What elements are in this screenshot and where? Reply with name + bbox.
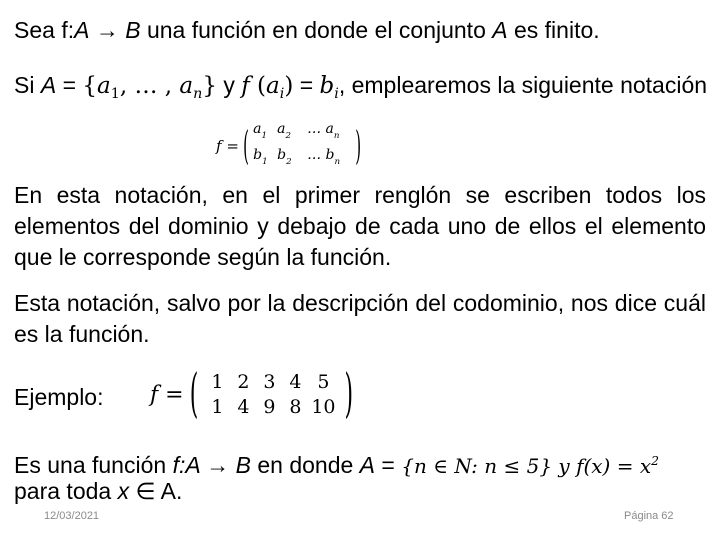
set-expression: {$a_1$, … , $a_n$}: [82, 73, 217, 102]
conclusion-line-1: Es una función f:A → B en donde A = {n ∈ N: n ≤ 5} y $f(x) = x^2$: [14, 452, 659, 478]
example-matrix: [204, 370, 338, 420]
equals-sign: =: [56, 72, 83, 98]
example-left-paren-icon: (: [189, 365, 199, 425]
notation-formula: [216, 120, 361, 172]
set-a-symbol-3: A: [40, 72, 57, 98]
conclusion-line-2: para toda x ∈ A.: [14, 478, 183, 504]
paragraph-notation-explanation: En esta notación, en el primer renglón se escriben todos los elementos del dominio y debajo de cada uno de ellos el elemento que le corresponde según la función.: [14, 182, 706, 270]
intro-prefix: Sea f:: [14, 17, 75, 43]
function-rule: $f(x) = x^2$: [576, 453, 659, 478]
right-paren-icon: ): [355, 122, 362, 170]
intro-middle: una función en donde el conjunto: [140, 17, 493, 43]
f-of-ai: f $(a_i)$: [241, 73, 294, 102]
domain-set: {n ∈ N: n ≤ 5}: [401, 454, 553, 478]
notation-row-domain: $a_1$ $a_2$ … $a_n$: [253, 121, 340, 141]
si-word: Si: [14, 72, 41, 98]
footer-date: 12/03/2021: [44, 510, 100, 522]
arrow-symbol: →: [95, 17, 119, 43]
set-a-symbol-2: A: [492, 17, 508, 43]
paragraph-notation-summary: Esta notación, salvo por la descripción del codominio, nos dice cuál es la función.: [14, 290, 706, 347]
y-word: y: [216, 72, 242, 98]
footer-page-number: Página 62: [624, 510, 674, 522]
example-right-paren-icon: ): [344, 365, 354, 425]
example-label: Ejemplo:: [14, 384, 104, 410]
definition-line: [14, 70, 707, 109]
example-row-domain: 1 2 3 4 5: [211, 371, 330, 393]
example-lhs: f =: [150, 382, 184, 408]
function-mapping: f:A → B: [172, 452, 251, 478]
example-row-range: 1 4 9 8 10: [211, 396, 336, 418]
example-formula: [150, 365, 354, 425]
notation-matrix: [253, 120, 351, 172]
intro-line: [14, 15, 600, 45]
b-sub-i: $b_i$: [319, 73, 339, 102]
left-paren-icon: (: [243, 122, 249, 170]
set-a-symbol: A: [74, 17, 90, 43]
equals-sign-2: =: [293, 72, 320, 98]
set-b-symbol: B: [125, 17, 141, 43]
notation-lhs: f =: [216, 137, 239, 155]
definition-tail: , emplearemos la siguiente notación: [338, 72, 708, 98]
notation-row-range: $b_1$ $b_2$ … $b_n$: [253, 147, 341, 167]
intro-suffix: es finito.: [507, 17, 600, 43]
